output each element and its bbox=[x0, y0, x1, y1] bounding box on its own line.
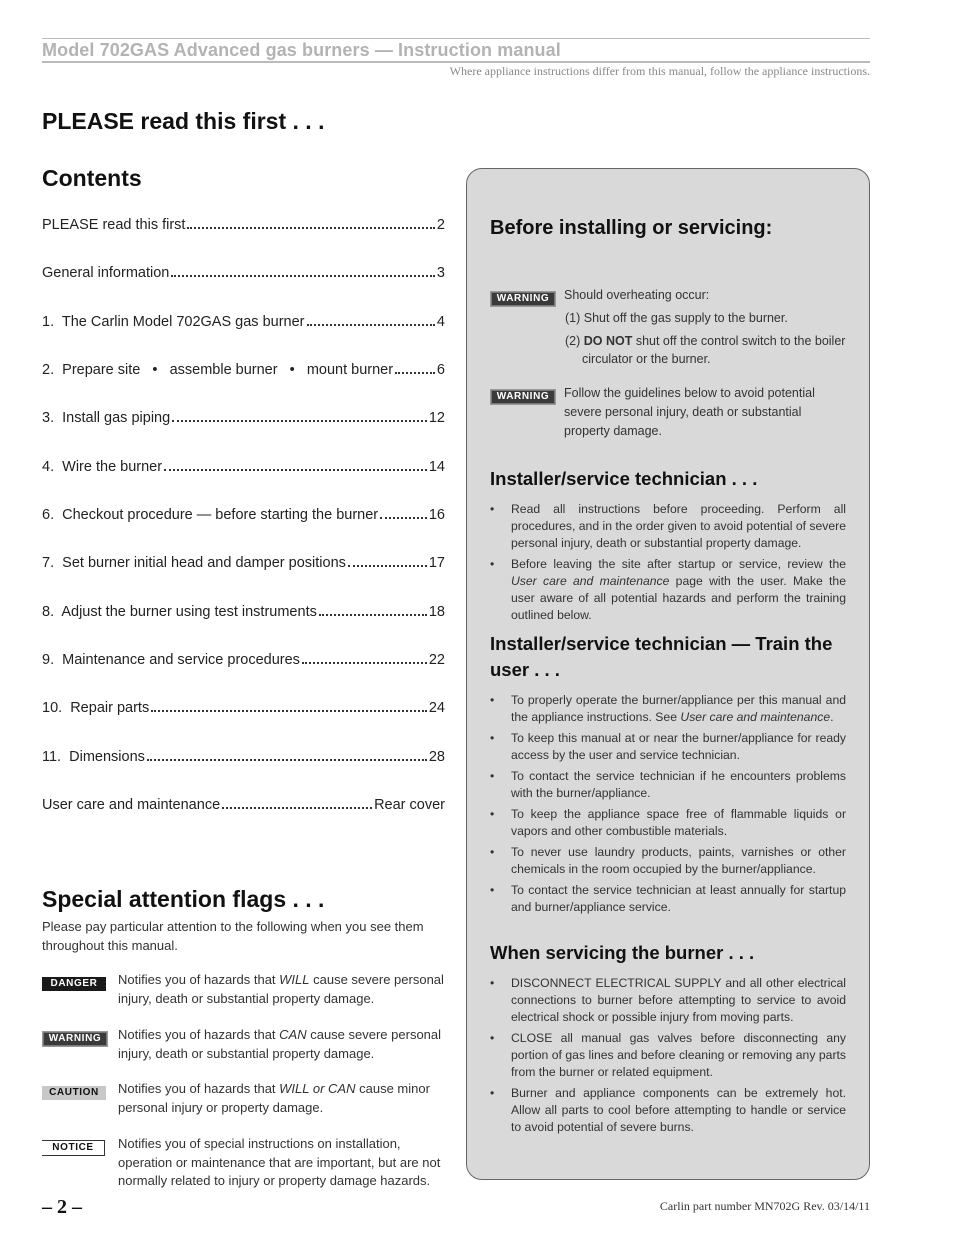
train-user-list bbox=[490, 692, 846, 920]
part-number: Carlin part number MN702G Rev. 03/14/11 bbox=[659, 1199, 870, 1213]
toc-label: 9. Maintenance and service procedures bbox=[42, 652, 300, 668]
warning-badge: WARNING bbox=[42, 1031, 108, 1047]
list-item: • CLOSE all manual gas valves before disconnecting any portion of gas lines and before cleaning or removing any parts from the burner or related equipment. bbox=[490, 1030, 846, 1081]
toc-label: 10. Repair parts bbox=[42, 700, 150, 716]
toc-row[interactable] bbox=[42, 648, 445, 668]
toc-dot-leader bbox=[147, 759, 427, 761]
toc-row[interactable] bbox=[42, 793, 445, 813]
warning-badge: WARNING bbox=[490, 291, 556, 307]
toc-dot-leader bbox=[380, 517, 427, 519]
header-rule-top bbox=[42, 38, 870, 39]
danger-description: Notifies you of hazards that WILL cause severe personal injury, death or substantial property damage. bbox=[118, 972, 444, 1006]
toc-row[interactable] bbox=[42, 406, 445, 426]
toc-page: Rear cover bbox=[374, 797, 445, 813]
flags-intro: Please pay particular attention to the following when you see them throughout this manual. bbox=[42, 919, 424, 953]
toc-row[interactable] bbox=[42, 261, 445, 281]
contents-title: Contents bbox=[42, 165, 142, 191]
toc-dot-leader bbox=[187, 227, 434, 229]
toc-page: 28 bbox=[428, 749, 445, 765]
toc-label: 11. Dimensions bbox=[42, 749, 145, 765]
toc-row[interactable] bbox=[42, 600, 445, 620]
toc-page: 22 bbox=[428, 652, 445, 668]
toc-page: 2 bbox=[436, 217, 445, 233]
toc-row[interactable] bbox=[42, 358, 445, 378]
toc-row[interactable] bbox=[42, 503, 445, 523]
header-rule-bottom bbox=[42, 61, 870, 63]
list-item: • To keep the appliance space free of flammable liquids or vapors and other combustible materials. bbox=[490, 806, 846, 840]
toc-label: 2. Prepare site • assemble burner • mount burner bbox=[42, 362, 394, 378]
servicing-list bbox=[490, 975, 846, 1140]
toc-label: 7. Set burner initial head and damper positions bbox=[42, 555, 346, 571]
toc-dot-leader bbox=[307, 324, 435, 326]
toc-page: 3 bbox=[436, 265, 445, 281]
toc-dot-leader bbox=[222, 807, 372, 809]
toc-label: 3. Install gas piping bbox=[42, 410, 171, 426]
toc-label: 6. Checkout procedure — before starting the burner bbox=[42, 507, 379, 523]
list-item: • To never use laundry products, paints, varnishes or other chemicals in the room occupied by the burner/appliance. bbox=[490, 844, 846, 878]
toc-row[interactable] bbox=[42, 213, 445, 233]
header-subtitle: Where appliance instructions differ from this manual, follow the appliance instructions. bbox=[449, 64, 870, 78]
toc-label: PLEASE read this first bbox=[42, 217, 186, 233]
train-user-title: Installer/service technician — Train the user . . . bbox=[490, 633, 833, 680]
toc-dot-leader bbox=[395, 372, 435, 374]
danger-badge: DANGER bbox=[42, 977, 106, 991]
toc-dot-leader bbox=[348, 565, 427, 567]
list-item: • Read all instructions before proceeding. Perform all procedures, and in the order given to avoid potential of severe personal injury, death or substantial property damage. bbox=[490, 501, 846, 552]
toc-label: 1. The Carlin Model 702GAS gas burner bbox=[42, 314, 305, 330]
installer-title: Installer/service technician . . . bbox=[490, 468, 758, 489]
installer-list bbox=[490, 501, 846, 628]
toc-dot-leader bbox=[151, 710, 427, 712]
guidelines-warning: Follow the guidelines below to avoid potential severe personal injury, death or substantial property damage. bbox=[564, 386, 815, 438]
toc-page: 12 bbox=[428, 410, 445, 426]
toc-page: 6 bbox=[436, 362, 445, 378]
toc-row[interactable] bbox=[42, 745, 445, 765]
toc-row[interactable] bbox=[42, 455, 445, 475]
toc-page: 16 bbox=[428, 507, 445, 523]
toc-dot-leader bbox=[171, 275, 435, 277]
warning-badge: WARNING bbox=[490, 389, 556, 405]
toc-dot-leader bbox=[302, 662, 427, 664]
toc-dot-leader bbox=[172, 420, 427, 422]
overheating-warning: Should overheating occur: (1) Shut off the gas supply to the burner. (2) DO NOT shut off the control switch to the boiler circulator or the burner. bbox=[564, 288, 846, 366]
toc-page: 17 bbox=[428, 555, 445, 571]
toc-page: 24 bbox=[428, 700, 445, 716]
list-item: • DISCONNECT ELECTRICAL SUPPLY and all other electrical connections to burner before attempting to service to avoid electrical shock or possible injury from moving parts. bbox=[490, 975, 846, 1026]
flags-title: Special attention flags . . . bbox=[42, 886, 325, 912]
toc-page: 18 bbox=[428, 604, 445, 620]
toc-dot-leader bbox=[164, 469, 427, 471]
notice-description: Notifies you of special instructions on installation, operation or maintenance that are important, but are not normally related to injury or property damage hazards. bbox=[118, 1136, 441, 1188]
list-item: • Burner and appliance components can be extremely hot. Allow all parts to cool before attempting to handle or service to avoid potential of severe burns. bbox=[490, 1085, 846, 1136]
list-item: • To keep this manual at or near the burner/appliance for ready access by the user and service technician. bbox=[490, 730, 846, 764]
toc-label: User care and maintenance bbox=[42, 797, 221, 813]
page-number: – 2 – bbox=[42, 1196, 82, 1218]
read-first-title: PLEASE read this first . . . bbox=[42, 108, 325, 134]
toc-row[interactable] bbox=[42, 551, 445, 571]
list-item: • To contact the service technician at least annually for startup and burner/appliance service. bbox=[490, 882, 846, 916]
toc-label: 4. Wire the burner bbox=[42, 459, 163, 475]
caution-description: Notifies you of hazards that WILL or CAN cause minor personal injury or property damage. bbox=[118, 1081, 430, 1115]
panel-title: Before installing or servicing: bbox=[490, 217, 773, 239]
toc-row[interactable] bbox=[42, 696, 445, 716]
servicing-title: When servicing the burner . . . bbox=[490, 942, 755, 963]
toc-dot-leader bbox=[319, 614, 427, 616]
toc-page: 14 bbox=[428, 459, 445, 475]
notice-badge: NOTICE bbox=[42, 1140, 105, 1156]
warning-description: Notifies you of hazards that CAN cause severe personal injury, death or substantial property damage. bbox=[118, 1027, 442, 1061]
toc-page: 4 bbox=[436, 314, 445, 330]
list-item: • To properly operate the burner/appliance per this manual and the appliance instructions. See User care and maintenance. bbox=[490, 692, 846, 726]
toc-label: 8. Adjust the burner using test instruments bbox=[42, 604, 317, 620]
toc-row[interactable] bbox=[42, 310, 445, 330]
list-item: • To contact the service technician if he encounters problems with the burner/appliance. bbox=[490, 768, 846, 802]
header-title: Model 702GAS Advanced gas burners — Instruction manual bbox=[42, 40, 561, 60]
list-item: • Before leaving the site after startup or service, review the User care and maintenance page with the user. Make the user aware of all potential hazards and perform the training outlined below. bbox=[490, 556, 846, 624]
toc-label: General information bbox=[42, 265, 170, 281]
caution-badge: CAUTION bbox=[42, 1086, 106, 1100]
